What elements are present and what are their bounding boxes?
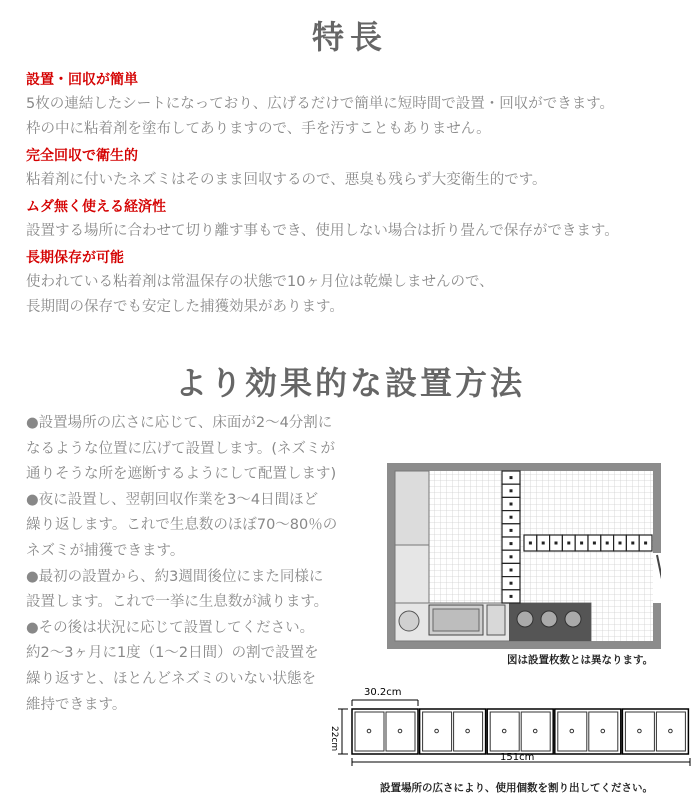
feature-heading: 設置・回収が簡単 xyxy=(26,72,138,88)
feature-item xyxy=(26,246,686,320)
method-line: 設置します。これで一挙に生息数が減ります。 xyxy=(26,594,329,611)
feature-line: 粘着剤に付いたネズミはそのまま回収するので、悪臭も残らず大変衛生的です。 xyxy=(26,172,547,188)
bottom-caption: 設置場所の広さにより、使用個数を割り出してください。 xyxy=(380,782,653,794)
method-line: なるような位置に広げて設置します。(ネズミが xyxy=(26,440,335,457)
feature-item xyxy=(26,68,686,142)
feature-line: 長期間の保存でも安定した捕獲効果があります。 xyxy=(26,299,344,315)
method-line: ●夜に設置し、翌朝回収作業を3〜4日間ほど xyxy=(26,491,319,508)
method-title: より効果的な設置方法 xyxy=(174,364,525,402)
method-line: 繰り返すと、ほとんどネズミのいない状態を xyxy=(26,670,316,687)
method-line: ネズミが捕獲できます。 xyxy=(26,542,185,559)
method-text xyxy=(26,411,386,718)
feature-heading: 完全回収で衛生的 xyxy=(26,148,138,164)
plan-caption: 図は設置枚数とは異なります。 xyxy=(507,654,654,666)
feature-line: 使われている粘着剤は常温保存の状態で10ヶ月位は乾燥しませんので、 xyxy=(26,274,494,290)
feature-line: 5枚の連結したシートになっており、広げるだけで簡単に短時間で設置・回収ができます。 xyxy=(26,96,615,112)
features-title: 特長 xyxy=(311,18,388,56)
kitchen-plan-illustration xyxy=(387,463,661,649)
feature-heading: ムダ無く使える経済性 xyxy=(26,199,166,215)
method-line: ●最初の設置から、約3週間後位にまた同様に xyxy=(26,568,324,585)
sheet-height-label: 22cm xyxy=(329,726,339,752)
sheet-width-label: 30.2cm xyxy=(364,687,402,698)
method-line: 維持できます。 xyxy=(26,696,127,713)
feature-line: 設置する場所に合わせて切り離す事もでき、使用しない場合は折り畳んで保存ができます。 xyxy=(26,223,619,239)
feature-heading: 長期保存が可能 xyxy=(26,250,124,266)
method-line: ●設置場所の広さに応じて、床面が2〜4分割に xyxy=(26,415,333,431)
sheet-dimension-diagram xyxy=(328,682,700,782)
method-line: 約2〜3ヶ月に1度（1〜2日間）の割で設置を xyxy=(26,645,319,662)
method-line: 通りそうな所を遮断するようにして配置します) xyxy=(26,466,337,483)
feature-item xyxy=(26,195,686,244)
feature-item xyxy=(26,144,686,193)
feature-line: 枠の中に粘着剤を塗布してありますので、手を汚すこともありません。 xyxy=(26,121,491,137)
method-line: 繰り返します。これで生息数のほぼ70〜80％の xyxy=(26,517,338,534)
method-line: ●その後は状況に応じて設置してください。 xyxy=(26,619,315,636)
total-width-label: 151cm xyxy=(500,752,535,763)
